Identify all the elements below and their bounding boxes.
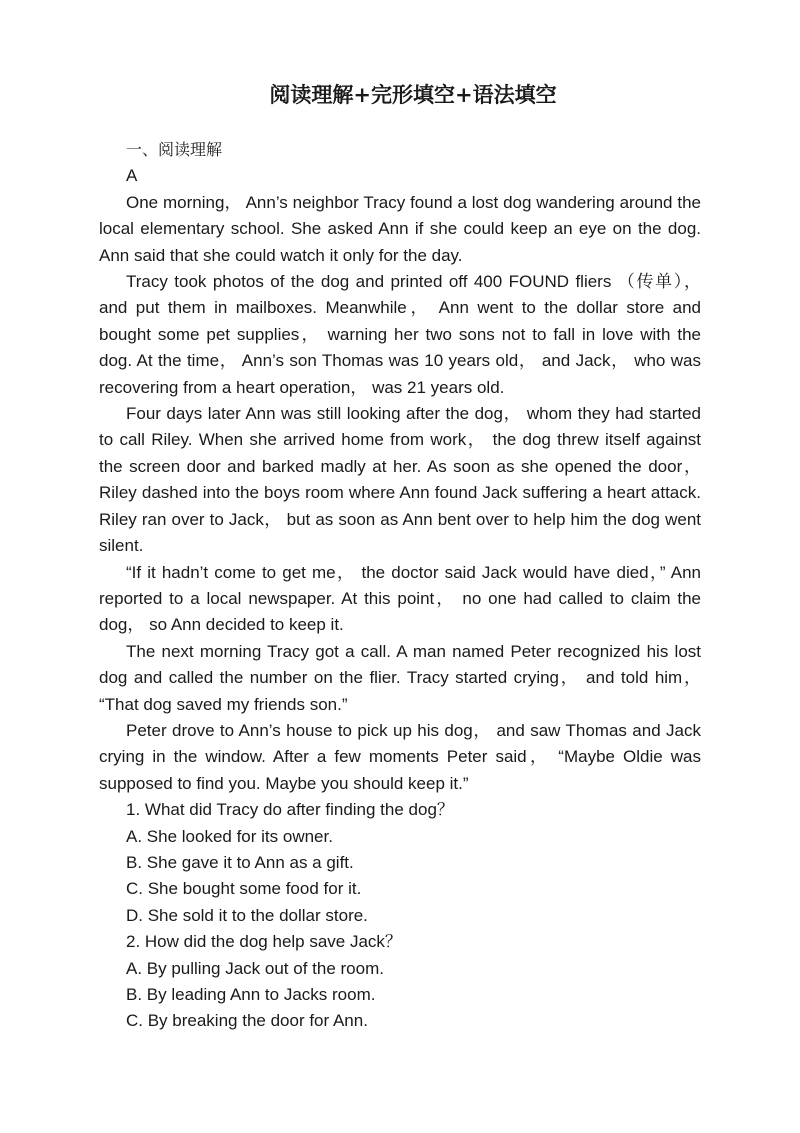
question-2-option-a: A. By pulling Jack out of the room. bbox=[126, 958, 384, 978]
page-title: 阅读理解+完形填空+语法填空 bbox=[269, 82, 557, 107]
part-label: A bbox=[126, 166, 138, 186]
passage-paragraph-3: Four days later Ann was still looking after the dog， whom they had started to call Riley. When she arrived home from work， the dog threw itself against the screen door and barked madly at her. As soon as she opened the door， Riley dashed into the boys room where Ann found Jack suffering a heart attack. Riley ran over to Jack， but as soon as Ann bent over to help him the dog went silent. bbox=[99, 404, 701, 556]
question-2-option-c: C. By breaking the door for Ann. bbox=[126, 1011, 368, 1031]
question-2-stem: 2. How did the dog help save Jack？ bbox=[126, 932, 402, 952]
passage-paragraph-5: The next morning Tracy got a call. A man named Peter recognized his lost dog and called the number on the flier. Tracy started crying， and told him， “That dog saved my friends son.” bbox=[99, 641, 701, 714]
question-1-option-a: A. She looked for its owner. bbox=[126, 826, 333, 846]
question-1-option-d: D. She sold it to the dollar store. bbox=[126, 905, 368, 925]
passage-paragraph-2: Tracy took photos of the dog and printed off 400 FOUND fliers （传单）， and put them in mailboxes. Meanwhile， Ann went to the dollar store and bought some pet supplies， warning her two sons not to fall in love with the dog. At the time， Ann’s son Thomas was 10 years old， and Jack， who was recovering from a heart operation， was 21 years old. bbox=[99, 272, 701, 397]
passage-paragraph-6: Peter drove to Ann’s house to pick up his dog， and saw Thomas and Jack crying in the window. After a few moments Peter said， “Maybe Oldie was supposed to find you. Maybe you should keep it.” bbox=[99, 720, 701, 793]
document-body bbox=[99, 137, 701, 1035]
question-2-option-b: B. By leading Ann to Jacks room. bbox=[126, 985, 376, 1004]
passage-paragraph-1: One morning， Ann’s neighbor Tracy found a lost dog wandering around the local elementary school. She asked Ann if she could keep an eye on the dog. Ann said that she could watch it only for the day. bbox=[99, 192, 701, 265]
section-heading: 一、阅读理解 bbox=[126, 140, 223, 159]
passage-paragraph-4: “If it hadn’t come to get me， the doctor said Jack would have died，” Ann reported to a local newspaper. At this point， no one had called to claim the dog， so Ann decided to keep it. bbox=[99, 562, 701, 635]
question-1-option-c: C. She bought some food for it. bbox=[126, 879, 362, 899]
question-1-stem: 1. What did Tracy do after finding the dog？ bbox=[126, 800, 454, 820]
question-1-option-b: B. She gave it to Ann as a gift. bbox=[126, 852, 354, 872]
